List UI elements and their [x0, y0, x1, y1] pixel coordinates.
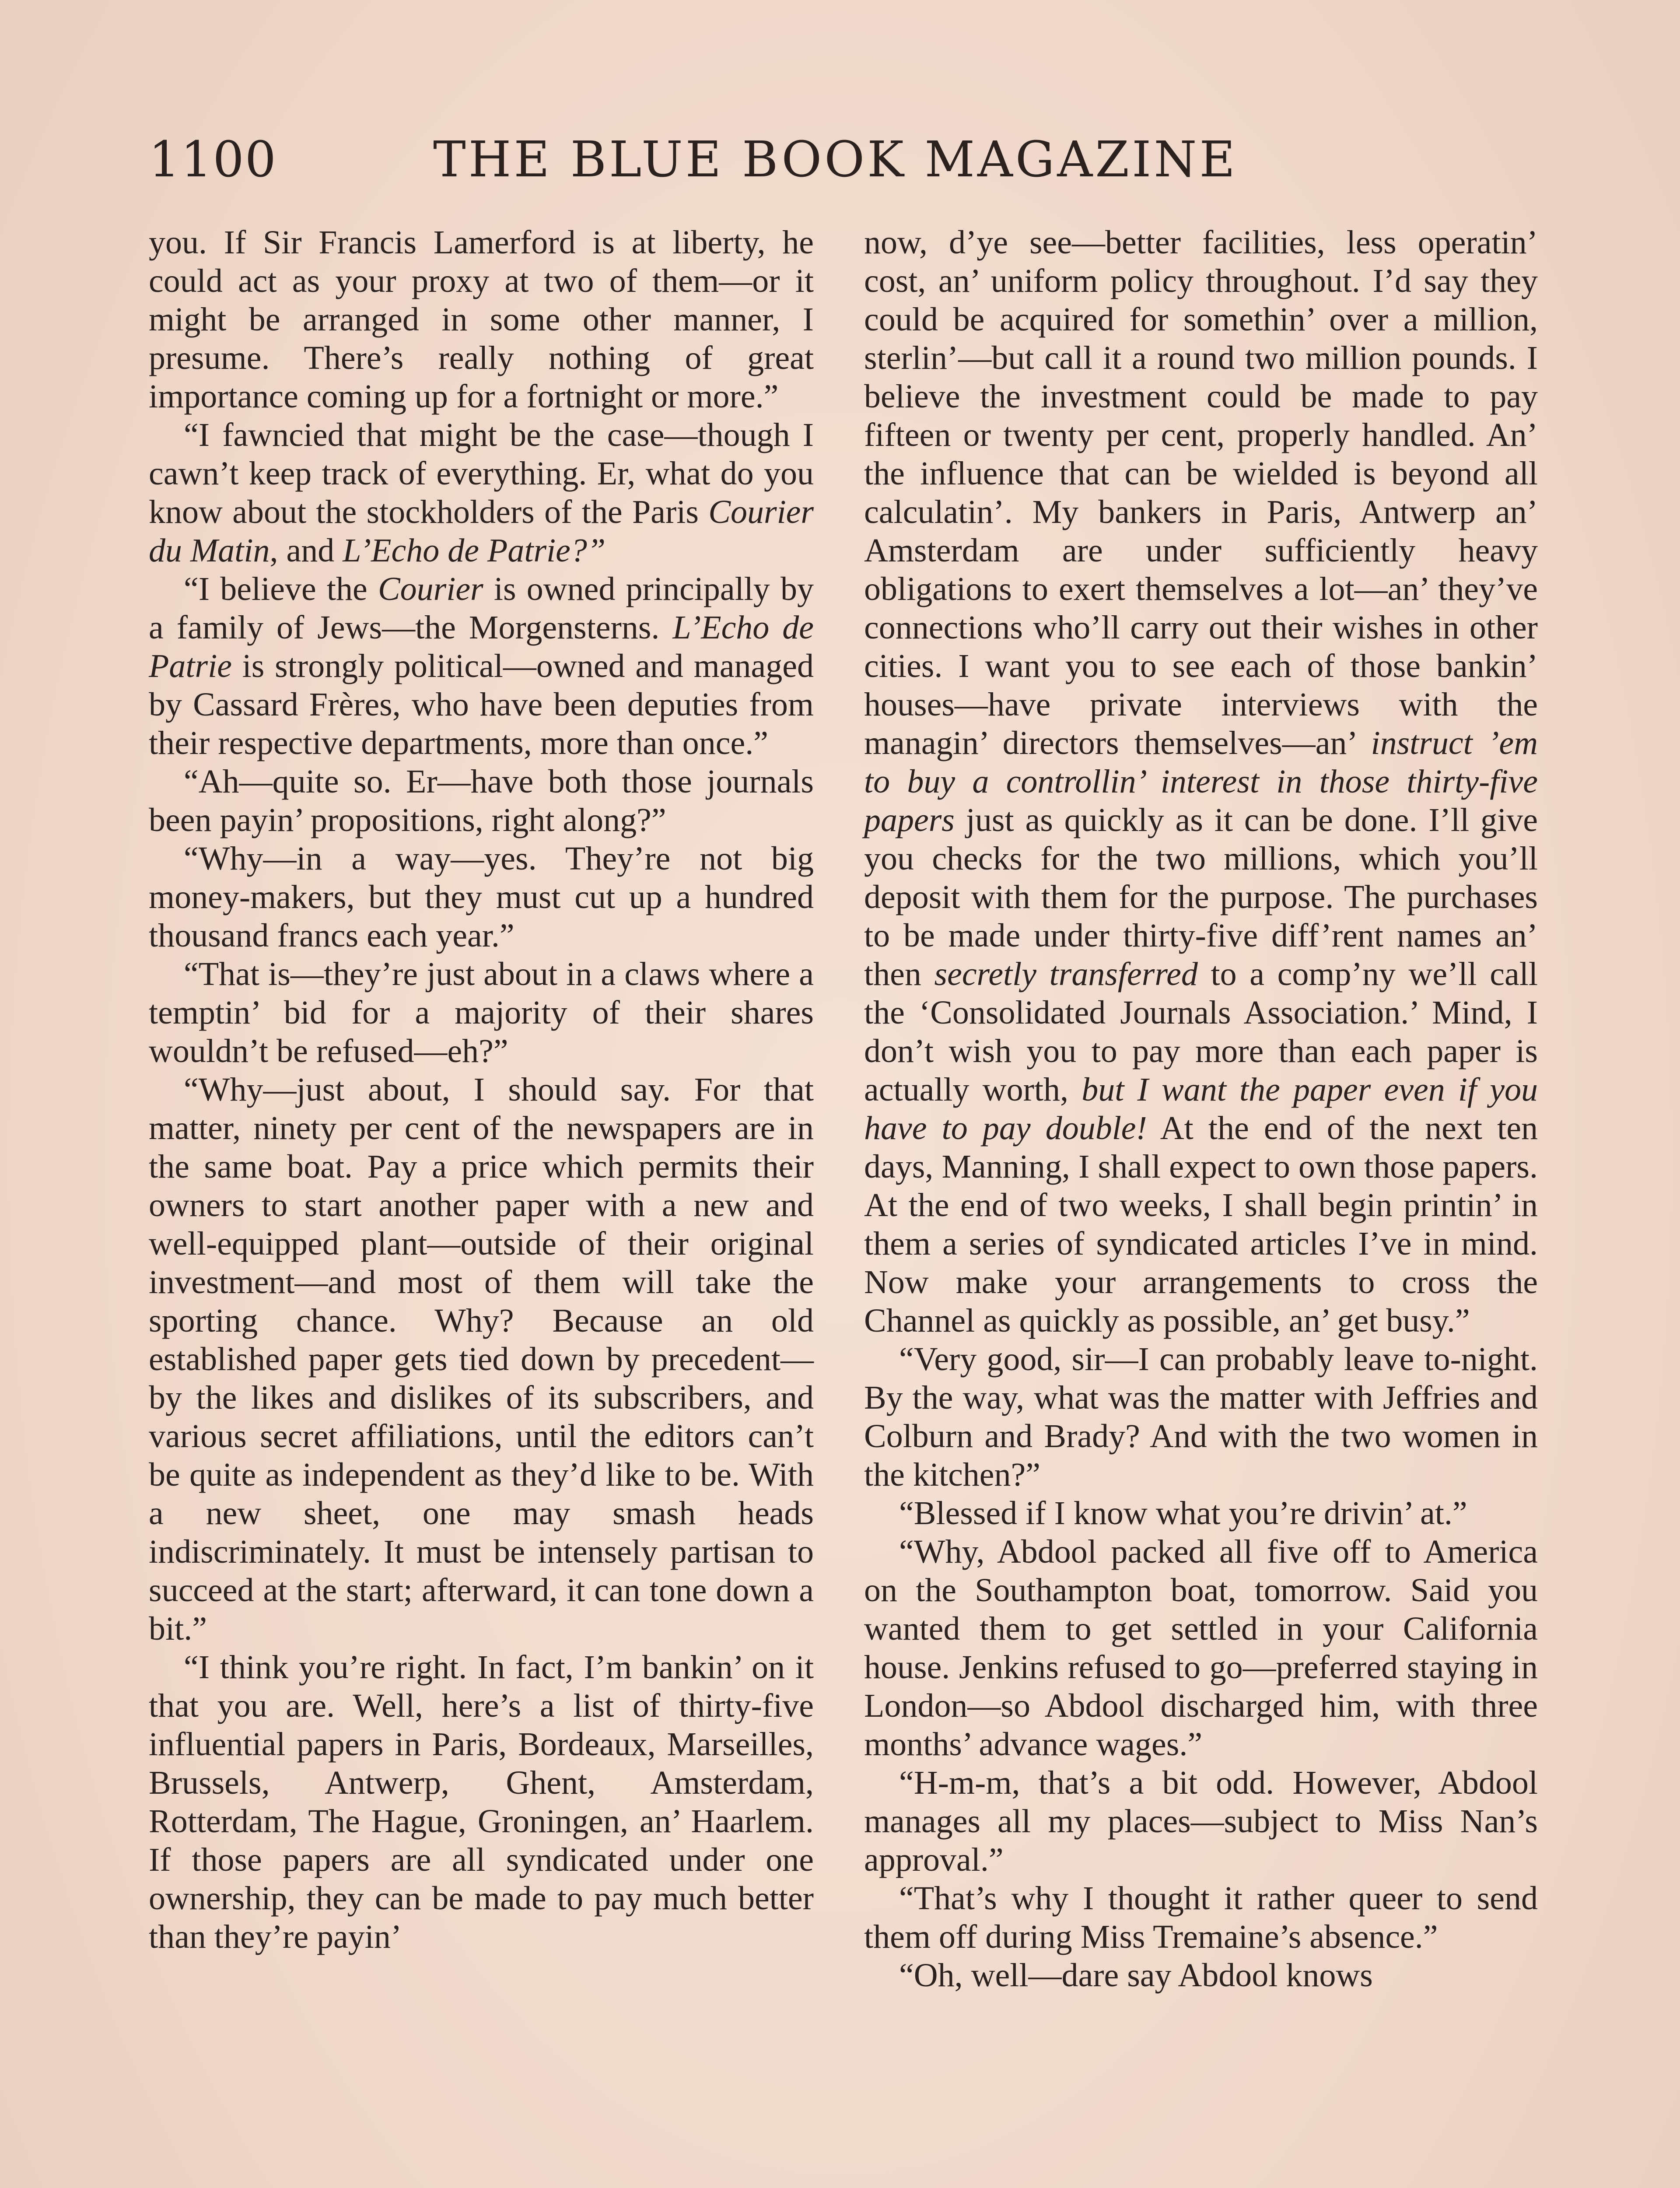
text-run: “Very good, sir—I can probably leave to-night. By the way, what was the matter with Jeffries and Colburn and Brady? And with the two women in the kitchen?” [864, 1341, 1538, 1493]
text-run: “I think you’re right. In fact, I’m bankin’ on it that you are. Well, here’s a list of thirty-five influential papers in Paris, Bordeaux, Marseilles, Brussels, Antwerp, Ghent, Amsterdam, Rotterdam, The Hague, Groningen, an’ Haarlem. If those papers are all syndicated under one ownership, they can be made to pay much better than they’re payin’ [149, 1649, 814, 1955]
text-run: “Why, Abdool packed all five off to America on the Southampton boat, tomorrow. Said you wanted them to get settled in your California house. Jenkins refused to go—preferred staying in London—so Abdool discharged him, with three months’ advance wages.” [864, 1533, 1538, 1763]
paragraph [864, 1494, 1538, 1532]
text-run: to a comp’ny we’ll call the ‘Consolidated Journals Association.’ Mind, I don’t wish you to pay more than each paper is actually worth, [864, 956, 1538, 1108]
italic-text: secretly transferred [934, 956, 1198, 992]
text-run: “I fawncied that might be the case—though I cawn’t keep track of everything. Er, what do you know about the stockholders of the Paris [149, 417, 814, 530]
text-run: you. If Sir Francis Lamerford is at liberty, he could act as your proxy at two of them—or it might be arranged in some other manner, I presume. There’s really nothing of great importance coming up for a fortnight or more.” [149, 224, 814, 415]
paragraph [864, 1340, 1538, 1494]
text-run: “Blessed if I know what you’re drivin’ at.” [899, 1495, 1467, 1532]
page-number: 1100 [149, 131, 277, 188]
paragraph [149, 762, 814, 839]
text-run: “Oh, well—dare say Abdool knows [899, 1957, 1373, 1994]
italic-text: Courier du Matin [149, 494, 814, 569]
text-run: “Why—just about, I should say. For that matter, ninety per cent of the newspapers are in the same boat. Pay a price which permits their owners to start another paper with a new and well-equipped plant—outside of their original investment—and most of them will take the sporting chance. Why? Because an old established paper gets tied down by precedent—by the likes and dislikes of its subscribers, and various secret affiliations, until the editors can’t be quite as independent as they’d like to be. With a new sheet, one may smash heads indiscriminately. It must be intensely partisan to succeed at the start; afterward, it can tone down a bit.” [149, 1071, 814, 1647]
text-run: “That is—they’re just about in a claws where a temptin’ bid for a majority of their shares wouldn’t be refused—eh?” [149, 956, 814, 1069]
italic-text: Courier [378, 571, 483, 607]
text-run: At the end of the next ten days, Manning, I shall expect to own those papers. At the end of two weeks, I shall begin printin’ in them a series of syndicated articles I’ve in mind. Now make your arrangements to cross the Channel as quickly as possible, an’ get busy.” [864, 1110, 1538, 1339]
text-run: now, d’ye see—better facilities, less operatin’ cost, an’ uniform policy throughout. I’d say they could be acquired for somethin’ over a million, sterlin’—but call it a round two million pounds. I believe the investment could be made to pay fifteen or twenty per cent, properly handled. An’ the influence that can be wielded is beyond all calculatin’. My bankers in Paris, Antwerp an’ Amsterdam are under sufficiently heavy obligations to exert themselves a lot—an’ they’ve connections who’ll carry out their wishes in other cities. I want you to see each of those bankin’ houses—have private interviews with the managin’ directors themselves—an’ [864, 224, 1538, 761]
paragraph [864, 1764, 1538, 1879]
paragraph [149, 416, 814, 570]
italic-text: L’Echo de Patrie [149, 609, 814, 684]
running-title: THE BLUE BOOK MAGAZINE [433, 131, 1238, 188]
paragraph [864, 1879, 1538, 1956]
text-run: “That’s why I thought it rather queer to send them off during Miss Tremaine’s absence.” [864, 1880, 1538, 1955]
paragraph [864, 1532, 1538, 1764]
paragraph [149, 1070, 814, 1648]
text-run: “Ah—quite so. Er—have both those journals been payin’ propositions, right along?” [149, 763, 814, 838]
italic-text: but I want the paper even if you have to pay double! [864, 1071, 1538, 1147]
text-run: “Why—in a way—yes. They’re not big money-makers, but they must cut up a hundred thousand francs each year.” [149, 840, 814, 954]
paragraph [864, 223, 1538, 1340]
paragraph [149, 1648, 814, 1956]
text-column-right [864, 223, 1538, 1995]
paragraph [149, 955, 814, 1070]
text-run: “I believe the [184, 571, 378, 607]
paragraph [149, 570, 814, 762]
italic-text: L’Echo de Patrie?” [343, 532, 606, 569]
text-run: is owned principally by a family of Jews—the Morgensterns. [149, 571, 814, 646]
text-run: “H-m-m, that’s a bit odd. However, Abdool manages all my places—subject to Miss Nan’s approval.” [864, 1764, 1538, 1878]
paragraph [149, 839, 814, 955]
italic-text: instruct ’em to buy a controllin’ interest in those thirty-five papers [864, 725, 1538, 838]
text-column-left [149, 223, 814, 1956]
page-header [149, 127, 1251, 193]
paragraph [149, 223, 814, 416]
text-run: just as quickly as it can be done. I’ll give you checks for the two millions, which you’ll deposit with them for the purpose. The purchases to be made under thirty-five diff’rent names an’ then [864, 802, 1538, 992]
paragraph [864, 1956, 1538, 1995]
text-run: , and [270, 532, 343, 569]
text-run: is strongly political—owned and managed by Cassard Frères, who have been deputies from their respective departments, more than once.” [149, 648, 814, 761]
